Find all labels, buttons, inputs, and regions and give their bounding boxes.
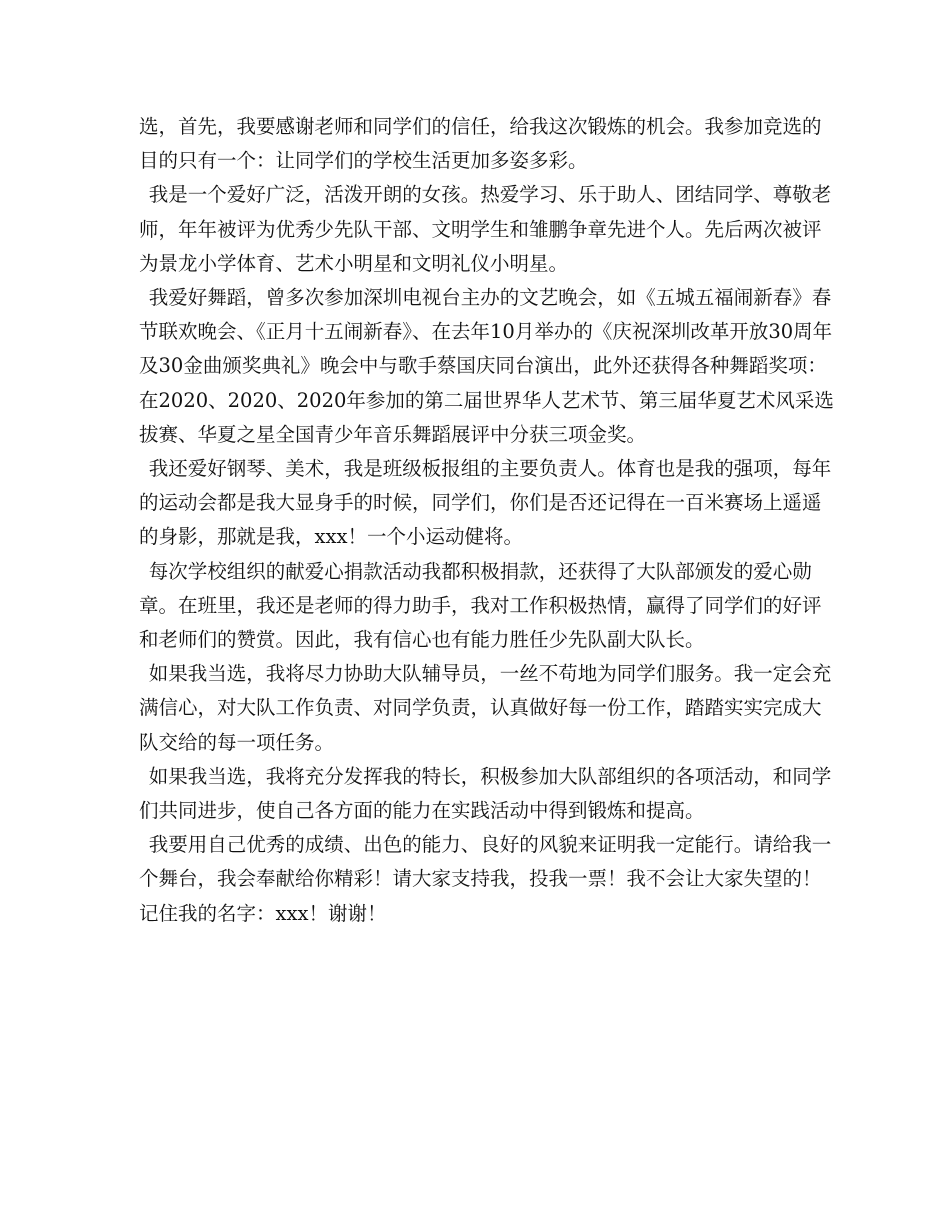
document-page xyxy=(139,110,839,931)
paragraph-6: 如果我当选，我将尽力协助大队辅导员，一丝不苟地为同学们服务。我一定会充满信心，对大队工作负责、对同学负责，认真做好每一份工作，踏踏实实完成大队交给的每一项任务。 xyxy=(139,662,832,754)
paragraph-4: 我还爱好钢琴、美术，我是班级板报组的主要负责人。体育也是我的强项，每年的运动会都是我大显身手的时候，同学们，你们是否还记得在一百米赛场上遥遥的身影，那就是我，xxx！一个小运动健将。 xyxy=(139,457,832,549)
paragraph-2: 我是一个爱好广泛，活泼开朗的女孩。热爱学习、乐于助人、团结同学、尊敬老师，年年被评为优秀少先队干部、文明学生和雏鹏争章先进个人。先后两次被评为景龙小学体育、艺术小明星和文明礼仪小明星。 xyxy=(139,183,832,275)
paragraph-7: 如果我当选，我将充分发挥我的特长，积极参加大队部组织的各项活动，和同学们共同进步，使自己各方面的能力在实践活动中得到锻炼和提高。 xyxy=(139,764,832,823)
paragraph-5: 每次学校组织的献爱心捐款活动我都积极捐款，还获得了大队部颁发的爱心勋章。在班里，我还是老师的得力助手，我对工作积极热情，赢得了同学们的好评和老师们的赞赏。因此，我有信心也有能力胜任少先队副大队长。 xyxy=(139,559,822,652)
paragraph-1: 选，首先，我要感谢老师和同学们的信任，给我这次锻炼的机会。我参加竞选的目的只有一个：让同学们的学校生活更加多姿多彩。 xyxy=(139,115,822,173)
paragraph-8: 我要用自己优秀的成绩、出色的能力、良好的风貌来证明我一定能行。请给我一个舞台，我会奉献给你精彩！请大家支持我，投我一票！我不会让大家失望的！记住我的名字：xxx！谢谢！ xyxy=(139,833,832,925)
paragraph-3: 我爱好舞蹈，曾多次参加深圳电视台主办的文艺晚会，如《五城五福闹新春》春节联欢晚会、《正月十五闹新春》、在去年10月举办的《庆祝深圳改革开放30周年及30金曲颁奖典礼》晚会中与歌手蔡国庆同台演出，此外还获得各种舞蹈奖项：在2020、2020、2020年参加的第二届世界华人艺术节、第三届华夏艺术风采选拔赛、华夏之星全国青少年音乐舞蹈展评中分获三项金奖。 xyxy=(139,286,834,446)
